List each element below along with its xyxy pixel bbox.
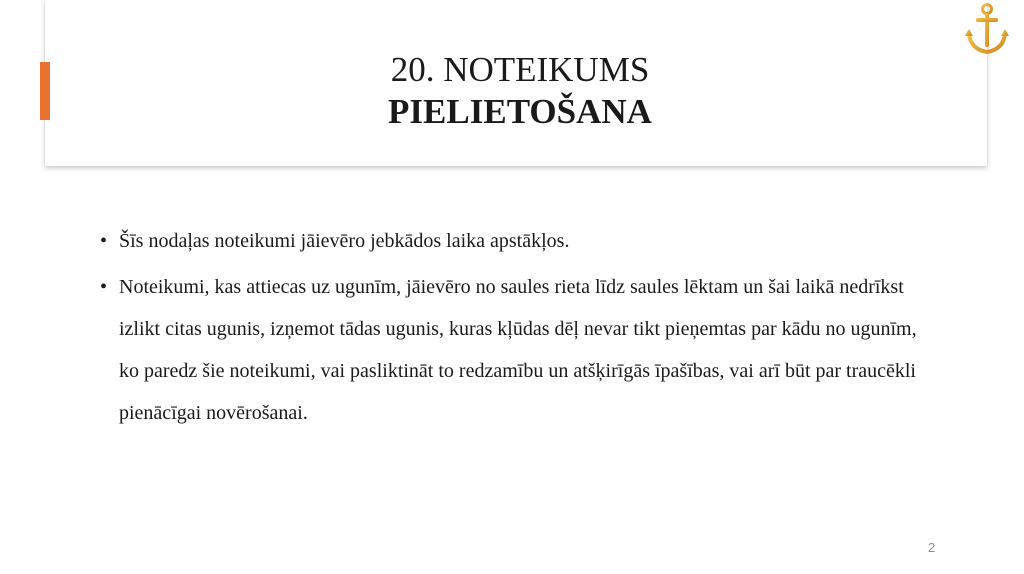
bullet-list xyxy=(100,220,940,438)
bullet-marker: • xyxy=(100,276,108,298)
bullet-item xyxy=(100,266,940,434)
anchor-icon xyxy=(964,2,1010,58)
bullet-item xyxy=(100,220,940,262)
bullet-marker: • xyxy=(100,230,108,252)
slide-subtitle: PIELIETOŠANA xyxy=(388,92,652,131)
bullet-text: Šīs nodaļas noteikumi jāievēro jebkādos laika apstākļos. xyxy=(119,230,570,252)
page-number: 2 xyxy=(928,540,936,555)
bullet-text: Noteikumi, kas attiecas uz ugunīm, jāievēro no saules rieta līdz saules lēktam un šai laikā nedrīkst izlikt citas ugunis, izņemot tādas ugunis, kuras kļūdas dēļ nevar tikt pieņemtas par kādu no ugunīm, ko paredz šie noteikumi, vai pasliktināt to redzamību un atšķirīgās īpašības, vai arī būt par traucēkli pienācīgai novērošanai. xyxy=(119,276,917,424)
slide-title: 20. NOTEIKUMS xyxy=(390,50,650,89)
